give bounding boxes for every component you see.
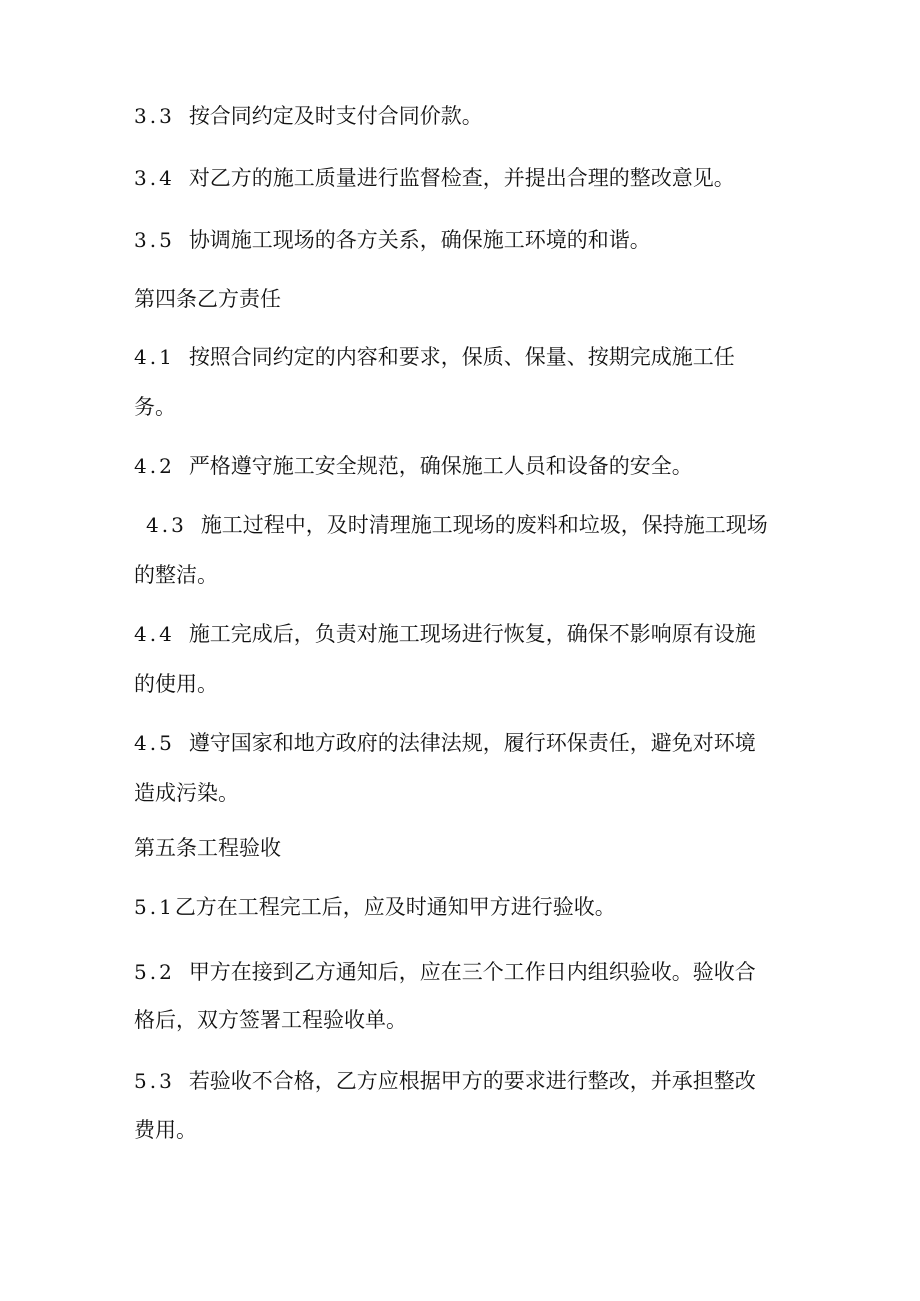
clause-5-1: [134, 892, 794, 922]
clause-4-3: [134, 510, 794, 540]
clause-4-3-continued: 的整洁。: [134, 563, 218, 587]
clause-number: 4.1: [134, 345, 175, 369]
clause-4-1: [134, 342, 794, 372]
clause-number: 4.5: [134, 731, 175, 755]
clause-number: 3.5: [134, 228, 175, 252]
clause-5-2: [134, 957, 794, 987]
clause-3-5: [134, 225, 794, 255]
clause-5-3-continued: 费用。: [134, 1118, 197, 1142]
clause-4-5: [134, 728, 794, 758]
clause-3-4: [134, 163, 794, 193]
clause-text: 遵守国家和地方政府的法律法规，履行环保责任，避免对环境: [188, 731, 756, 755]
clause-3-3: [134, 101, 794, 131]
section-heading-5: 第五条工程验收: [134, 836, 281, 860]
clause-number: 3.3: [134, 104, 175, 128]
clause-number: 5.1: [134, 895, 175, 919]
clause-4-5-continued: 造成污染。: [134, 781, 239, 805]
clause-text: 施工过程中，及时清理施工现场的废料和垃圾，保持施工现场: [200, 513, 768, 537]
clause-text: 按合同约定及时支付合同价款。: [188, 104, 483, 128]
clause-5-2-continued: 格后，双方签署工程验收单。: [134, 1008, 407, 1032]
clause-5-3: [134, 1066, 794, 1096]
clause-4-2: [134, 451, 794, 481]
clause-text: 施工完成后，负责对施工现场进行恢复，确保不影响原有设施: [188, 622, 756, 646]
clause-text: 协调施工现场的各方关系，确保施工环境的和谐。: [188, 228, 651, 252]
section-heading-4: 第四条乙方责任: [134, 287, 281, 311]
clause-text: 按照合同约定的内容和要求，保质、保量、按期完成施工任: [188, 345, 735, 369]
clause-number: 3.4: [134, 166, 175, 190]
clause-text: 乙方在工程完工后，应及时通知甲方进行验收。: [174, 895, 616, 919]
clause-number: 5.3: [134, 1069, 175, 1093]
clause-number: 4.2: [134, 454, 175, 478]
clause-text: 严格遵守施工安全规范，确保施工人员和设备的安全。: [188, 454, 693, 478]
clause-4-1-continued: 务。: [134, 395, 176, 419]
clause-number: 4.4: [134, 622, 175, 646]
clause-4-4: [134, 619, 794, 649]
clause-4-4-continued: 的使用。: [134, 672, 218, 696]
clause-number: 5.2: [134, 960, 175, 984]
clause-text: 若验收不合格，乙方应根据甲方的要求进行整改，并承担整改: [188, 1069, 756, 1093]
clause-text: 甲方在接到乙方通知后，应在三个工作日内组织验收。验收合: [188, 960, 756, 984]
clause-text: 对乙方的施工质量进行监督检查，并提出合理的整改意见。: [188, 166, 735, 190]
clause-number: 4.3: [146, 513, 187, 537]
